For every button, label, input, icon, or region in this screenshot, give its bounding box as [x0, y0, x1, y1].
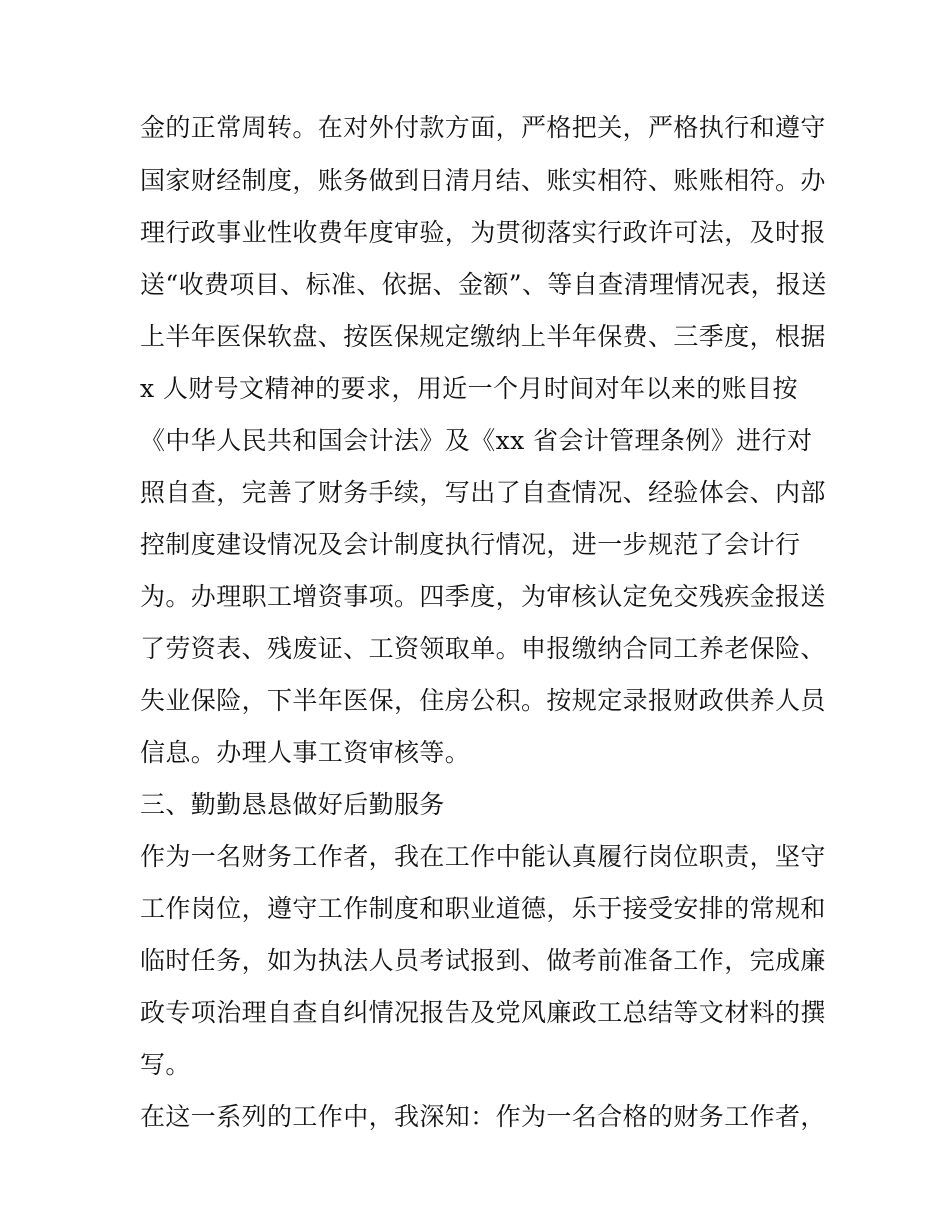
paragraph-line: 写。 — [140, 1050, 191, 1079]
section-heading: 三、勤勤恳恳做好后勤服务 — [140, 790, 445, 819]
paragraph-line: 送“收费项目、标准、依据、金额”、等自查清理情况表，报送 — [140, 270, 827, 299]
paragraph-line: 上半年医保软盘、按医保规定缴纳上半年保费、三季度，根据 — [140, 322, 826, 351]
paragraph-line: 金的正常周转。在对外付款方面，严格把关，严格执行和遵守 — [140, 113, 826, 142]
paragraph-line: 照自查，完善了财务手续，写出了自查情况、经验体会、内部 — [140, 478, 826, 507]
paragraph-line: x 人财号文精神的要求，用近一个月时间对年以来的账目按 — [140, 374, 798, 403]
paragraph-line: 理行政事业性收费年度审验，为贯彻落实行政许可法，及时报 — [140, 218, 826, 247]
paragraph-line: 在这一系列的工作中，我深知：作为一名合格的财务工作者， — [140, 1102, 826, 1131]
paragraph-line: 《中华人民共和国会计法》及《xx 省会计管理条例》进行对 — [140, 426, 813, 455]
paragraph-line: 信息。办理人事工资审核等。 — [140, 738, 471, 767]
paragraph-line: 工作岗位，遵守工作制度和职业道德，乐于接受安排的常规和 — [140, 894, 826, 923]
paragraph-line: 国家财经制度，账务做到日清月结、账实相符、账账相符。办 — [140, 166, 826, 195]
paragraph-line: 政专项治理自查自纠情况报告及党风廉政工总结等文材料的撰 — [140, 998, 826, 1027]
paragraph-line: 失业保险，下半年医保，住房公积。按规定录报财政供养人员 — [140, 686, 826, 715]
paragraph-line: 临时任务，如为执法人员考试报到、做考前准备工作，完成廉 — [140, 946, 826, 975]
paragraph-line: 为。办理职工增资事项。四季度，为审核认定免交残疾金报送 — [140, 582, 826, 611]
paragraph-line: 了劳资表、残废证、工资领取单。申报缴纳合同工养老保险、 — [140, 634, 826, 663]
paragraph-line: 作为一名财务工作者，我在工作中能认真履行岗位职责，坚守 — [140, 842, 826, 871]
paragraph-line: 控制度建设情况及会计制度执行情况，进一步规范了会计行 — [140, 530, 801, 559]
